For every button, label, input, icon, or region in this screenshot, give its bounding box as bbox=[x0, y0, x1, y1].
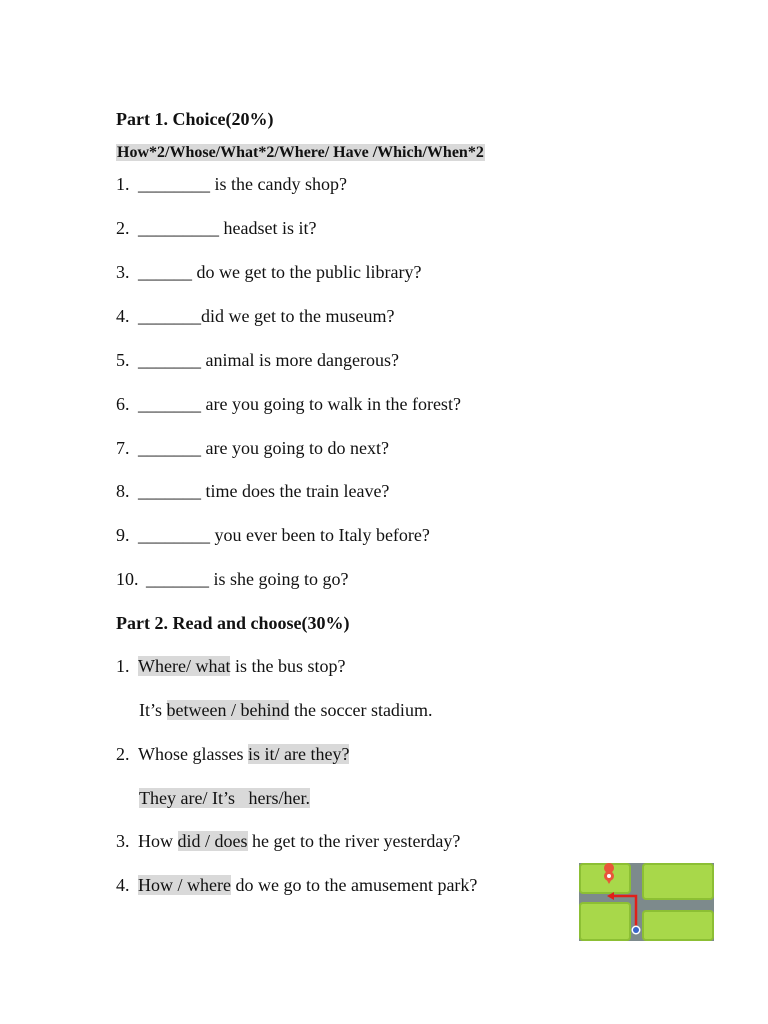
question-7 bbox=[116, 437, 389, 459]
question-number: 6. bbox=[116, 394, 130, 414]
answer-text: the soccer stadium. bbox=[289, 700, 433, 720]
question-text: How bbox=[138, 831, 178, 851]
question-number: 9. bbox=[116, 525, 130, 545]
question-8 bbox=[116, 480, 389, 502]
question-text: ________ is the candy shop? bbox=[138, 174, 347, 194]
question-number: 1. bbox=[116, 174, 130, 194]
question-10 bbox=[116, 568, 349, 590]
question-number: 2. bbox=[116, 744, 130, 764]
grass-block bbox=[643, 864, 713, 899]
part2-question-4 bbox=[116, 874, 477, 896]
part2-title: Part 2. Read and choose(30%) bbox=[116, 613, 350, 633]
route-map-illustration bbox=[579, 863, 714, 941]
part2-answer-1 bbox=[139, 699, 432, 721]
question-number: 3. bbox=[116, 262, 130, 282]
part2-question-1 bbox=[116, 655, 345, 677]
choice-highlight: Where/ what bbox=[138, 656, 231, 676]
question-number: 8. bbox=[116, 481, 130, 501]
question-number: 5. bbox=[116, 350, 130, 370]
question-3 bbox=[116, 261, 421, 283]
choice-highlight: did / does bbox=[177, 831, 248, 851]
word-bank-text: How*2/Whose/What*2/Where/ Have /Which/When*2 bbox=[117, 144, 484, 161]
question-6 bbox=[116, 393, 461, 415]
question-number: 2. bbox=[116, 218, 130, 238]
choice-highlight: is it/ are they? bbox=[247, 744, 350, 764]
choice-highlight: How / where bbox=[138, 875, 231, 895]
question-text: Whose glasses bbox=[138, 744, 248, 764]
question-number: 4. bbox=[116, 306, 130, 326]
question-text: _________ headset is it? bbox=[138, 218, 317, 238]
question-number: 1. bbox=[116, 656, 130, 676]
question-number: 4. bbox=[116, 875, 130, 895]
question-2 bbox=[116, 217, 316, 239]
part2-question-3 bbox=[116, 830, 460, 852]
grass-block bbox=[643, 911, 713, 940]
question-text: _______did we get to the museum? bbox=[138, 306, 395, 326]
question-text: _______ are you going to do next? bbox=[138, 438, 389, 458]
part2-answer-2 bbox=[139, 787, 310, 809]
question-text: ________ you ever been to Italy before? bbox=[138, 525, 430, 545]
question-text: _______ time does the train leave? bbox=[138, 481, 390, 501]
question-5 bbox=[116, 349, 399, 371]
choice-highlight: between / behind bbox=[166, 700, 290, 720]
question-number: 10. bbox=[116, 569, 139, 589]
part1-title: Part 1. Choice(20%) bbox=[116, 109, 274, 129]
question-text: he get to the river yesterday? bbox=[247, 831, 461, 851]
position-dot-icon bbox=[632, 926, 641, 935]
word-bank bbox=[116, 140, 485, 164]
question-text: do we go to the amusement park? bbox=[230, 875, 478, 895]
grass-block bbox=[580, 903, 630, 940]
question-9 bbox=[116, 524, 430, 546]
answer-text: It’s bbox=[139, 700, 167, 720]
question-4 bbox=[116, 305, 394, 327]
question-number: 7. bbox=[116, 438, 130, 458]
choice-highlight: They are/ It’s hers/her. bbox=[139, 788, 310, 808]
part2-question-2 bbox=[116, 743, 349, 765]
question-text: is the bus stop? bbox=[230, 656, 346, 676]
question-text: ______ do we get to the public library? bbox=[138, 262, 422, 282]
question-text: _______ are you going to walk in the forest? bbox=[138, 394, 461, 414]
question-1 bbox=[116, 173, 347, 195]
question-text: _______ is she going to go? bbox=[146, 569, 349, 589]
question-text: _______ animal is more dangerous? bbox=[138, 350, 399, 370]
question-number: 3. bbox=[116, 831, 130, 851]
